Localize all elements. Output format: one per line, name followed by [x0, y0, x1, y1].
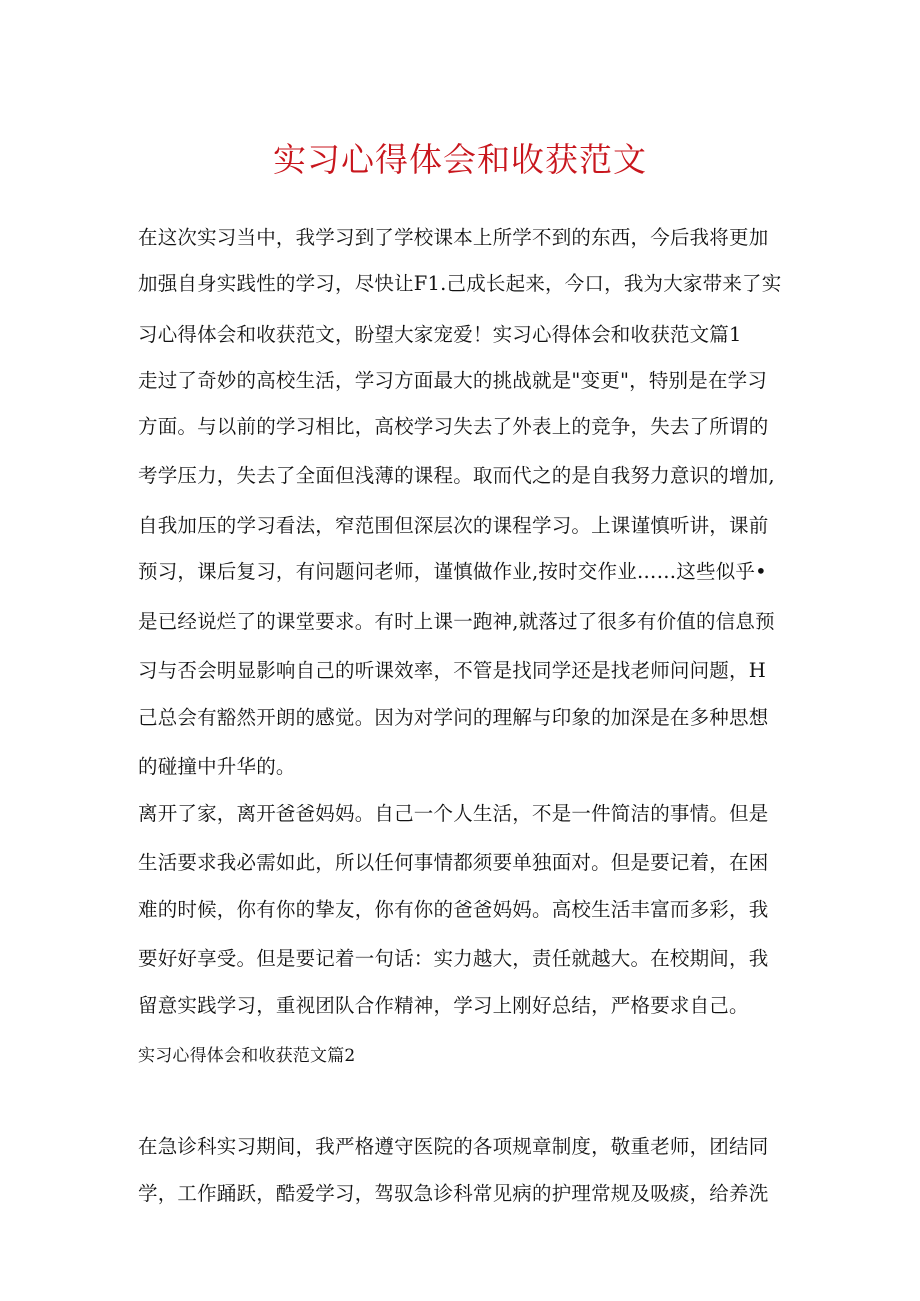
body-line: 要好好享受。但是要记着一句话：实力越大，责任就越大。在校期间，我 — [138, 947, 769, 970]
section-heading: 实习心得体会和收获范文篇2 — [138, 1046, 356, 1066]
body-line: 方面。与以前的学习相比，高校学习失去了外表上的竞争，失去了所谓的 — [138, 415, 769, 438]
body-line: 在这次实习当中，我学习到了学校课本上所学不到的东西，今后我将更加 — [138, 226, 769, 249]
body-line: 学，工作踊跃，酷爱学习，驾驭急诊科常见病的护理常规及吸痰，给养洗 — [138, 1182, 769, 1205]
body-line: 自我加压的学习看法，窄范围但深层次的课程学习。上课谨慎听讲，课前 — [138, 514, 769, 537]
body-line: 是已经说烂了的课堂要求。有时上课一跑神,就落过了很多有价值的信息预 — [138, 610, 775, 633]
body-line: 难的时候，你有你的挚友，你有你的爸爸妈妈。高校生活丰富而多彩，我 — [138, 898, 769, 921]
body-line: 考学压力，失去了全面但浅薄的课程。取而代之的是自我努力意识的增加, — [138, 464, 775, 487]
document-title: 实习心得体会和收获范文 — [273, 140, 647, 179]
body-line: 离开了家，离开爸爸妈妈。自己一个人生活，不是一件简洁的事情。但是 — [138, 802, 769, 825]
body-line: 习心得体会和收获范文，盼望大家宠爱！实习心得体会和收获范文篇1 — [138, 323, 742, 346]
body-line: 预习，课后复习，有问题问老师，谨慎做作业,按时交作业……这些似乎• — [138, 560, 767, 583]
body-line: 走过了奇妙的高校生活，学习方面最大的挑战就是"变更"，特别是在学习 — [138, 369, 768, 392]
body-line: 己总会有豁然开朗的感觉。因为对学问的理解与印象的加深是在多种思想 — [138, 706, 769, 729]
body-line: 加强自身实践性的学习，尽快让F1.己成长起来，今口，我为大家带来了实 — [138, 272, 782, 295]
body-line: 在急诊科实习期间，我严格遵守医院的各项规章制度，敬重老师，团结同 — [138, 1135, 769, 1158]
body-line: 留意实践学习，重视团队合作精神，学习上刚好总结，严格要求自己。 — [138, 994, 749, 1017]
body-line: 的碰撞中升华的。 — [138, 755, 296, 778]
body-line: 生活要求我必需如此，所以任何事情都须要单独面对。但是要记着，在困 — [138, 851, 769, 874]
body-line: 习与否会明显影响自己的听课效率，不管是找同学还是找老师问问题，H — [138, 659, 766, 682]
